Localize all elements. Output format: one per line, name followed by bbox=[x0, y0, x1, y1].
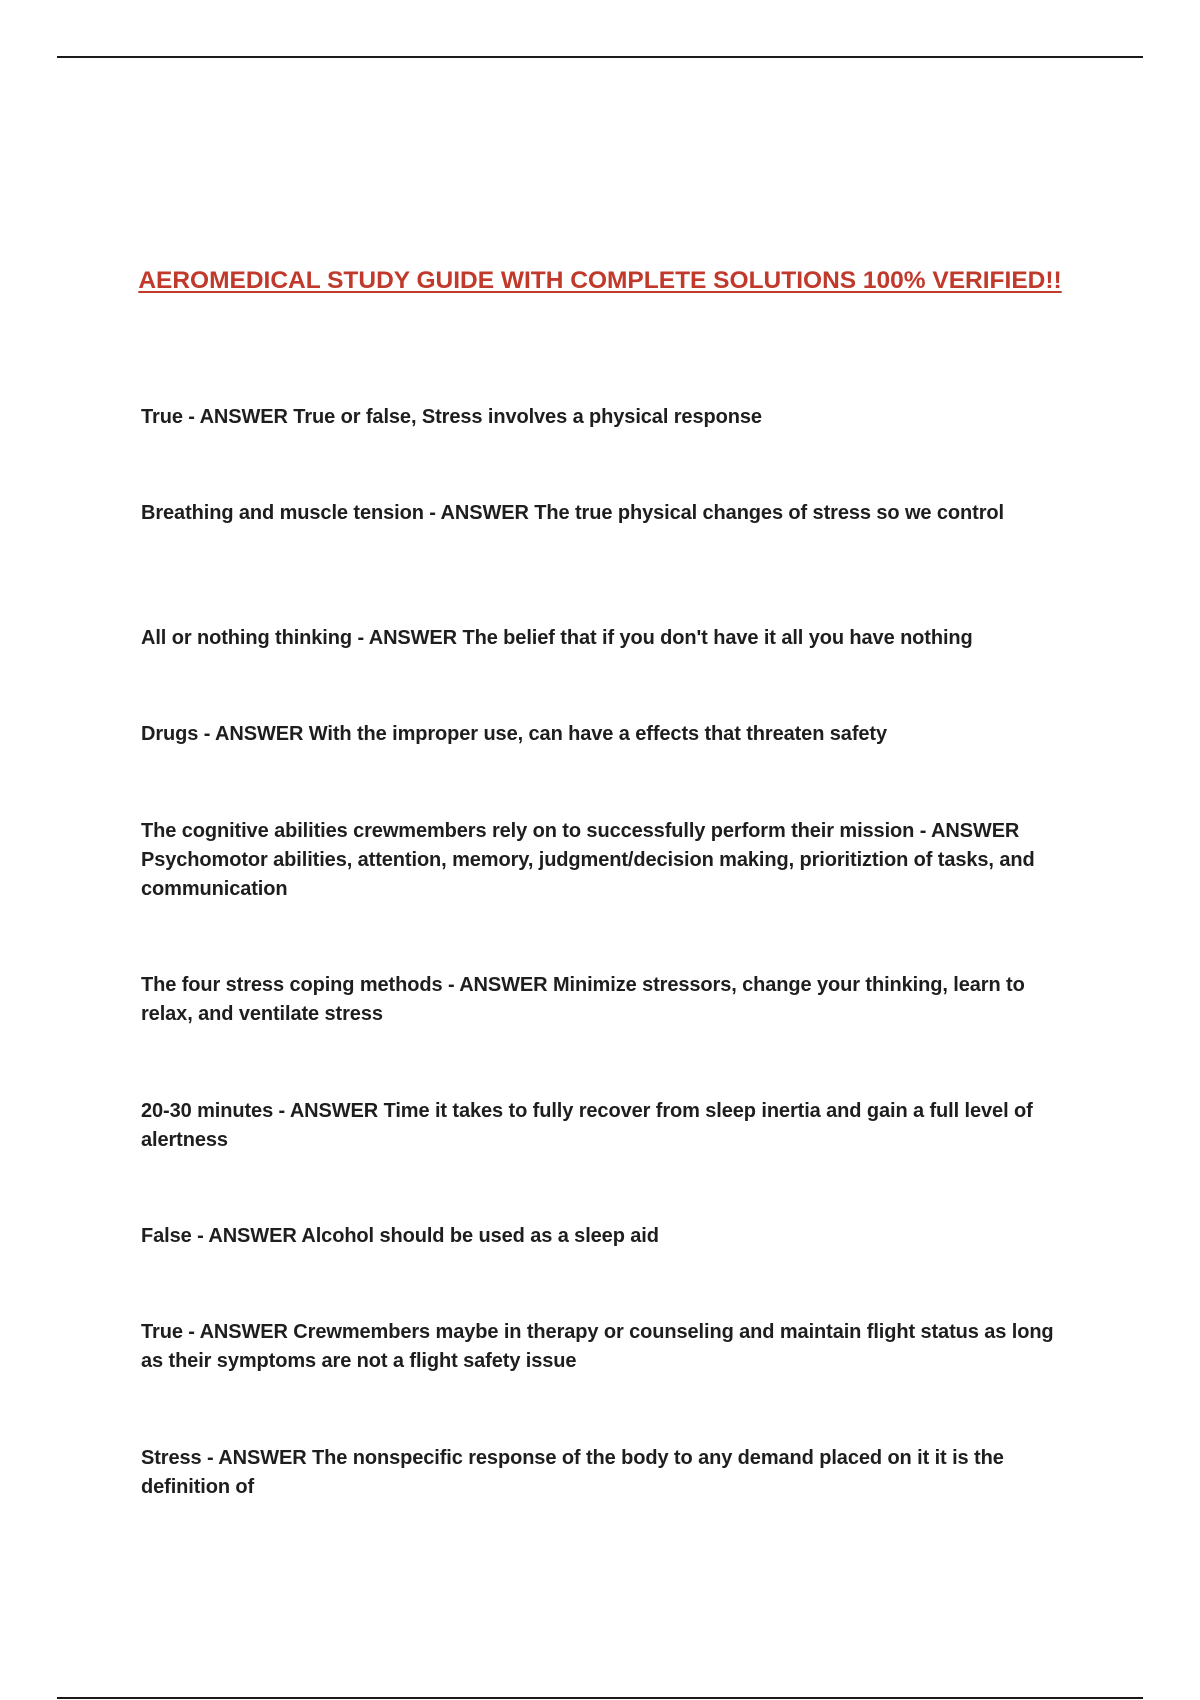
bottom-rule bbox=[57, 1697, 1143, 1699]
qa-item-9: True - ANSWER Crewmembers maybe in therapy or counseling and maintain flight status as long as their symptoms are not a flight safety issue bbox=[141, 1321, 1054, 1372]
qa-item-10: Stress - ANSWER The nonspecific response of the body to any demand placed on it it is the definition of bbox=[141, 1447, 1004, 1498]
qa-item-7: 20-30 minutes - ANSWER Time it takes to fully recover from sleep inertia and gain a full level of alertness bbox=[141, 1100, 1033, 1151]
top-rule bbox=[57, 56, 1143, 58]
qa-item-5: The cognitive abilities crewmembers rely on to successfully perform their mission - ANSWER Psychomotor abilities, attention, memory, judgment/decision making, prioritiztion of tasks, and communication bbox=[141, 820, 1035, 900]
qa-item-6: The four stress coping methods - ANSWER Minimize stressors, change your thinking, learn to relax, and ventilate stress bbox=[141, 974, 1025, 1025]
qa-item-8: False - ANSWER Alcohol should be used as a sleep aid bbox=[141, 1225, 659, 1247]
qa-item-4: Drugs - ANSWER With the improper use, can have a effects that threaten safety bbox=[141, 723, 887, 745]
document-title: AEROMEDICAL STUDY GUIDE WITH COMPLETE SOLUTIONS 100% VERIFIED!! bbox=[138, 267, 1062, 294]
qa-item-3: All or nothing thinking - ANSWER The belief that if you don't have it all you have nothing bbox=[141, 627, 973, 649]
qa-item-1: True - ANSWER True or false, Stress involves a physical response bbox=[141, 406, 762, 428]
qa-item-2: Breathing and muscle tension - ANSWER The true physical changes of stress so we control bbox=[141, 502, 1004, 524]
